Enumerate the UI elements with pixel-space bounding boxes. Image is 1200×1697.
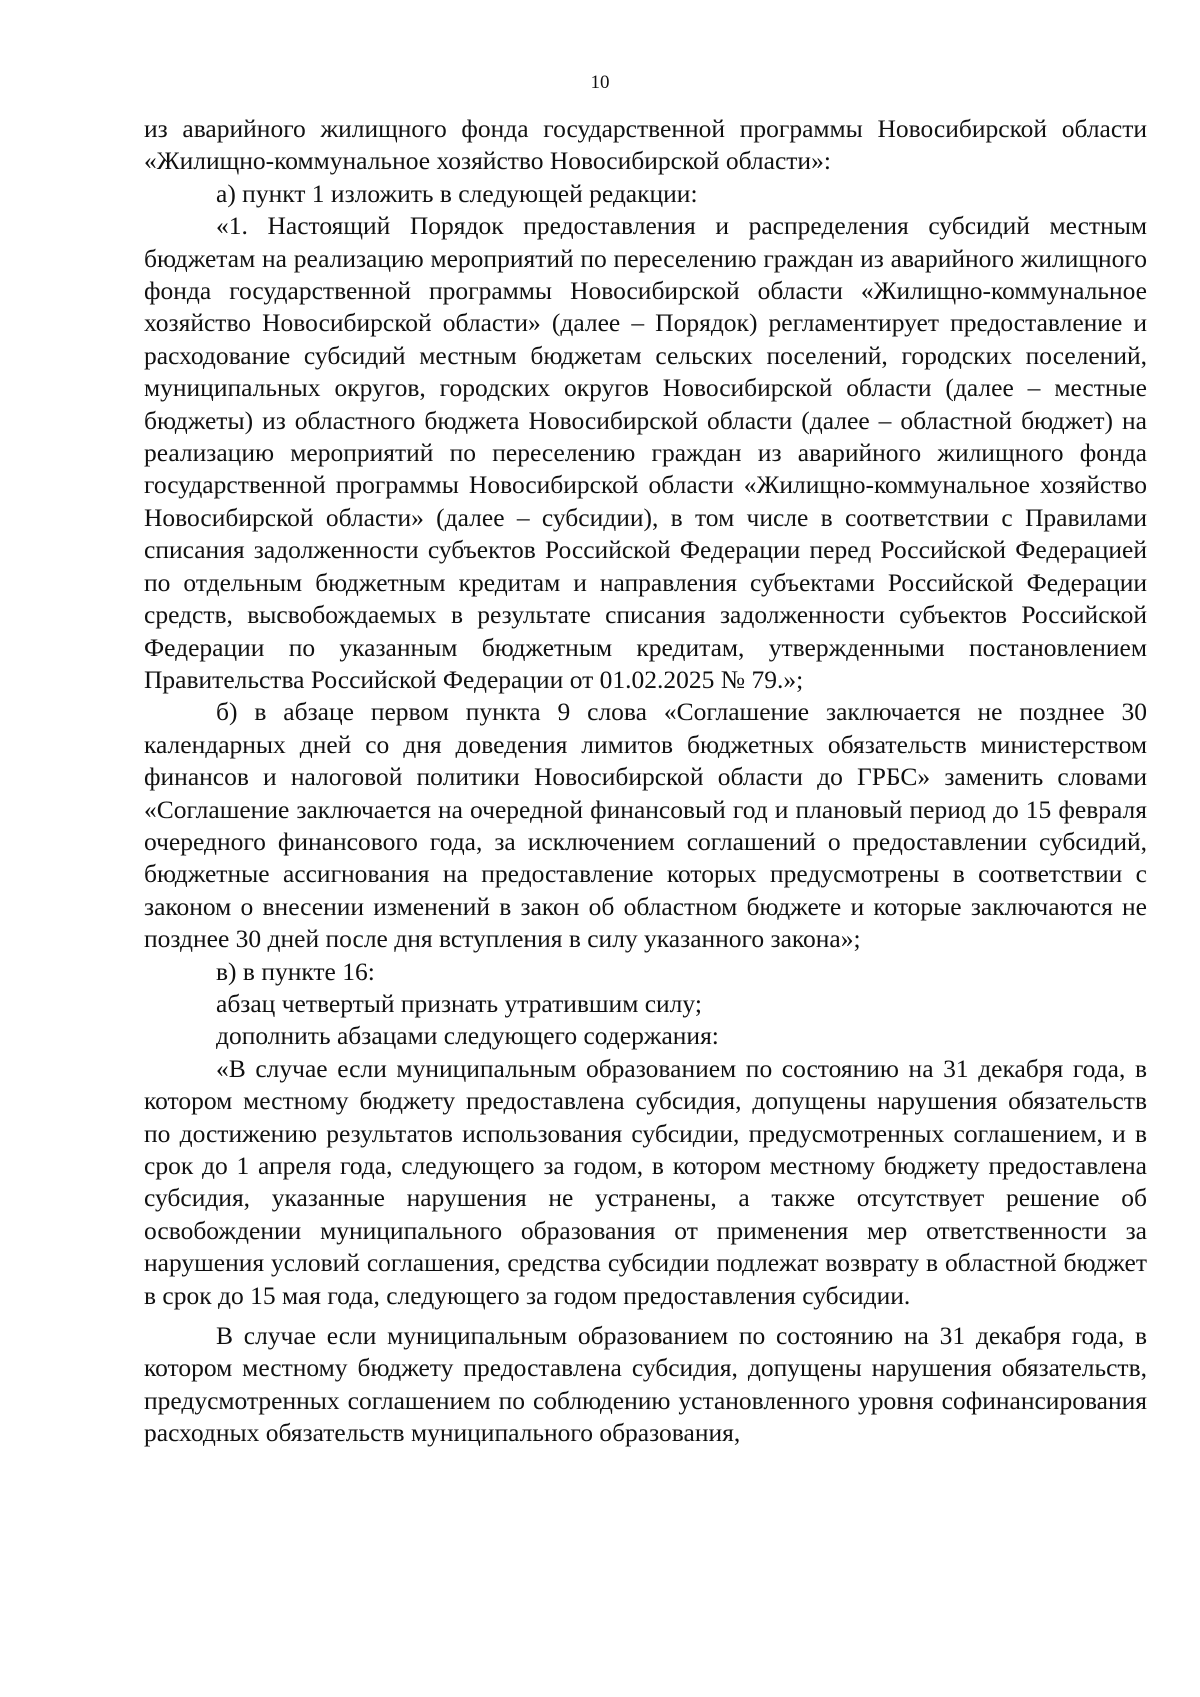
- paragraph-abzac-4: абзац четвертый признать утратившим силу;: [216, 988, 702, 1018]
- paragraph-item-b: б) в абзаце первом пункта 9 слова «Соглашение заключается не позднее 30 календарных дней со дня доведения лимитов бюджетных обязательств министерством финансов и налоговой политики Новосибирской области до ГРБС» заменить словами «Соглашение заключается на очередной финансовый год и плановый период до 15 февраля очередного финансового года, за исключением соглашений о предоставлении субсидий, бюджетные ассигнования на предоставление которых предусмотрены в соответствии с законом о внесении изменений в закон об областном бюджете и которые заключаются не позднее 30 дней после дня вступления в силу указанного закона»;: [144, 697, 1147, 954]
- paragraph-item-a: а) пункт 1 изложить в следующей редакции:: [216, 178, 698, 208]
- paragraph-quote-point-1: «1. Настоящий Порядок предоставления и распределения субсидий местным бюджетам на реализацию мероприятий по переселению граждан из аварийного жилищного фонда государственной программы Новосибирской области «Жилищно-коммунальное хозяйство Новосибирской области» (далее – Порядок) регламентирует предоставление и расходование субсидий местным бюджетам сельских поселений, городских поселений, муниципальных округов, городских округов Новосибирской области (далее – местные бюджеты) из областного бюджета Новосибирской области (далее – областной бюджет) на реализацию мероприятий по переселению граждан из аварийного жилищного фонда государственной программы Новосибирской области «Жилищно-коммунальное хозяйство Новосибирской области» (далее – субсидии), в том числе в соответствии с Правилами списания задолженности субъектов Российской Федерации перед Российской Федерацией по отдельным бюджетным кредитам и направления субъектами Российской Федерации средств, высвобождаемых в результате списания задолженности субъектов Российской Федерации по указанным бюджетным кредитам, утвержденными постановлением Правительства Российской Федерации от 01.02.2025 № 79.»;: [144, 211, 1147, 694]
- document-body: [144, 113, 1147, 1450]
- paragraph-quote-case-2: В случае если муниципальным образованием по состоянию на 31 декабря года, в котором местному бюджету предоставлена субсидия, допущены нарушения обязательств, предусмотренных соглашением по соблюдению установленного уровня софинансирования расходных обязательств муниципального образования,: [144, 1321, 1147, 1448]
- paragraph-item-c: в) в пункте 16:: [216, 956, 375, 986]
- paragraph-continuation: из аварийного жилищного фонда государственной программы Новосибирской области «Жилищно-коммунальное хозяйство Новосибирской области»:: [144, 114, 1147, 176]
- paragraph-supplement: дополнить абзацами следующего содержания:: [216, 1021, 719, 1051]
- page-number: 10: [590, 72, 610, 93]
- paragraph-quote-case-1: «В случае если муниципальным образованием по состоянию на 31 декабря года, в котором местному бюджету предоставлена субсидия, допущены нарушения обязательств по достижению результатов использования субсидии, предусмотренных соглашением, и в срок до 1 апреля года, следующего за годом, в котором местному бюджету предоставлена субсидия, указанные нарушения не устранены, а также отсутствует решение об освобождении муниципального образования от применения мер ответственности за нарушения условий соглашения, средства субсидии подлежат возврату в областной бюджет в срок до 15 мая года, следующего за годом предоставления субсидии.: [144, 1053, 1147, 1310]
